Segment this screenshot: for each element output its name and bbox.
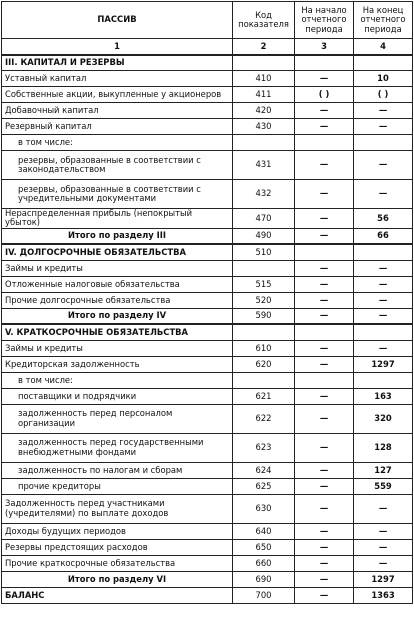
row-label: Прочие краткосрочные обязательства bbox=[2, 555, 233, 571]
table-row bbox=[2, 340, 413, 356]
row-end-value: — bbox=[354, 308, 413, 324]
table-row bbox=[2, 228, 413, 244]
row-code: 622 bbox=[233, 404, 295, 433]
row-code bbox=[233, 135, 295, 151]
table-row bbox=[2, 308, 413, 324]
row-label: Уставный капитал bbox=[2, 71, 233, 87]
row-end-value: — bbox=[354, 151, 413, 180]
row-start-value: — bbox=[295, 555, 354, 571]
row-code: 621 bbox=[233, 388, 295, 404]
table-row bbox=[2, 151, 413, 180]
row-label: прочие кредиторы bbox=[2, 478, 233, 494]
row-code: 620 bbox=[233, 356, 295, 372]
table-row bbox=[2, 433, 413, 462]
header-passive: ПАССИВ bbox=[2, 2, 233, 39]
row-code: 520 bbox=[233, 292, 295, 308]
table-row bbox=[2, 209, 413, 229]
row-start-value: — bbox=[295, 209, 354, 229]
row-end-value: 559 bbox=[354, 478, 413, 494]
column-number: 3 bbox=[295, 39, 354, 55]
row-start-value: — bbox=[295, 340, 354, 356]
row-code: 430 bbox=[233, 119, 295, 135]
row-end-value: — bbox=[354, 340, 413, 356]
row-start-value: — bbox=[295, 103, 354, 119]
row-start-value: — bbox=[295, 308, 354, 324]
row-label: Займы и кредиты bbox=[2, 260, 233, 276]
section-title: III. КАПИТАЛ И РЕЗЕРВЫ bbox=[2, 55, 233, 71]
row-start-value bbox=[295, 135, 354, 151]
column-number: 1 bbox=[2, 39, 233, 55]
row-start-value: — bbox=[295, 462, 354, 478]
row-start-value: — bbox=[295, 478, 354, 494]
row-start-value: — bbox=[295, 523, 354, 539]
row-label: Задолженность перед участниками (учредителями) по выплате доходов bbox=[2, 494, 233, 523]
row-start-value: — bbox=[295, 539, 354, 555]
row-start-value: — bbox=[295, 119, 354, 135]
row-start-value: — bbox=[295, 180, 354, 209]
row-start-value: — bbox=[295, 404, 354, 433]
table-row bbox=[2, 571, 413, 587]
row-start-value: ( ) bbox=[295, 87, 354, 103]
balance-sheet-liabilities-table bbox=[1, 1, 413, 604]
row-end-value: — bbox=[354, 103, 413, 119]
row-code: 411 bbox=[233, 87, 295, 103]
table-row bbox=[2, 135, 413, 151]
row-end-value bbox=[354, 135, 413, 151]
row-end-value: — bbox=[354, 119, 413, 135]
row-code bbox=[233, 260, 295, 276]
table-row bbox=[2, 388, 413, 404]
table-row bbox=[2, 523, 413, 539]
header-code: Код показателя bbox=[233, 2, 295, 39]
row-label: Резервы предстоящих расходов bbox=[2, 539, 233, 555]
section-total-label: Итого по разделу VI bbox=[2, 571, 233, 587]
row-start-value: — bbox=[295, 292, 354, 308]
row-label: задолженность по налогам и сборам bbox=[2, 462, 233, 478]
table-row bbox=[2, 119, 413, 135]
row-code: 690 bbox=[233, 571, 295, 587]
row-code bbox=[233, 372, 295, 388]
row-label: Отложенные налоговые обязательства bbox=[2, 276, 233, 292]
row-end-value: 128 bbox=[354, 433, 413, 462]
row-label: Кредиторская задолженность bbox=[2, 356, 233, 372]
row-code: 660 bbox=[233, 555, 295, 571]
table-row bbox=[2, 372, 413, 388]
row-start-value: — bbox=[295, 587, 354, 603]
row-label: резервы, образованные в соответствии с законодательством bbox=[2, 151, 233, 180]
row-label: задолженность перед персоналом организации bbox=[2, 404, 233, 433]
row-end-value: — bbox=[354, 555, 413, 571]
row-end-value: 163 bbox=[354, 388, 413, 404]
table-row bbox=[2, 404, 413, 433]
row-label: Собственные акции, выкупленные у акционеров bbox=[2, 87, 233, 103]
table-row bbox=[2, 87, 413, 103]
row-start-value: — bbox=[295, 151, 354, 180]
row-label: в том числе: bbox=[2, 372, 233, 388]
row-code: 515 bbox=[233, 276, 295, 292]
column-number: 4 bbox=[354, 39, 413, 55]
row-start-value: — bbox=[295, 571, 354, 587]
table-row bbox=[2, 260, 413, 276]
row-label: резервы, образованные в соответствии с учредительными документами bbox=[2, 180, 233, 209]
row-start-value bbox=[295, 324, 354, 340]
row-end-value: ( ) bbox=[354, 87, 413, 103]
row-code: 625 bbox=[233, 478, 295, 494]
row-end-value: — bbox=[354, 180, 413, 209]
section-title: V. КРАТКОСРОЧНЫЕ ОБЯЗАТЕЛЬСТВА bbox=[2, 324, 233, 340]
table-row bbox=[2, 555, 413, 571]
section-total-label: Итого по разделу IV bbox=[2, 308, 233, 324]
row-end-value: — bbox=[354, 523, 413, 539]
row-label: Резервный капитал bbox=[2, 119, 233, 135]
balance-total-label: БАЛАНС bbox=[2, 587, 233, 603]
row-start-value: — bbox=[295, 494, 354, 523]
row-end-value bbox=[354, 372, 413, 388]
row-code: 700 bbox=[233, 587, 295, 603]
column-number: 2 bbox=[233, 39, 295, 55]
row-start-value: — bbox=[295, 260, 354, 276]
row-code: 410 bbox=[233, 71, 295, 87]
table-row bbox=[2, 462, 413, 478]
row-start-value: — bbox=[295, 228, 354, 244]
table-row bbox=[2, 276, 413, 292]
table-header-row bbox=[2, 2, 413, 39]
section-title: IV. ДОЛГОСРОЧНЫЕ ОБЯЗАТЕЛЬСТВА bbox=[2, 244, 233, 260]
row-code: 610 bbox=[233, 340, 295, 356]
table-row bbox=[2, 478, 413, 494]
row-code: 510 bbox=[233, 244, 295, 260]
row-code bbox=[233, 324, 295, 340]
row-code: 630 bbox=[233, 494, 295, 523]
row-end-value: 127 bbox=[354, 462, 413, 478]
row-end-value: 56 bbox=[354, 209, 413, 229]
row-end-value bbox=[354, 324, 413, 340]
row-start-value bbox=[295, 244, 354, 260]
row-start-value: — bbox=[295, 356, 354, 372]
row-code: 590 bbox=[233, 308, 295, 324]
row-label: в том числе: bbox=[2, 135, 233, 151]
row-end-value: 320 bbox=[354, 404, 413, 433]
row-end-value: — bbox=[354, 260, 413, 276]
row-code: 420 bbox=[233, 103, 295, 119]
column-number-row bbox=[2, 39, 413, 55]
row-label: Добавочный капитал bbox=[2, 103, 233, 119]
row-code: 624 bbox=[233, 462, 295, 478]
table-row bbox=[2, 244, 413, 260]
table-row bbox=[2, 587, 413, 603]
row-end-value: — bbox=[354, 292, 413, 308]
row-code: 431 bbox=[233, 151, 295, 180]
row-code: 490 bbox=[233, 228, 295, 244]
row-start-value bbox=[295, 55, 354, 71]
row-label: Доходы будущих периодов bbox=[2, 523, 233, 539]
table-row bbox=[2, 356, 413, 372]
section-total-label: Итого по разделу III bbox=[2, 228, 233, 244]
row-end-value: — bbox=[354, 539, 413, 555]
row-label: Нераспределенная прибыль (непокрытый убыток) bbox=[2, 209, 233, 229]
table-row bbox=[2, 180, 413, 209]
table-row bbox=[2, 324, 413, 340]
row-start-value: — bbox=[295, 433, 354, 462]
row-label: задолженность перед государственными внебюджетными фондами bbox=[2, 433, 233, 462]
row-end-value: 1297 bbox=[354, 356, 413, 372]
table-row bbox=[2, 103, 413, 119]
header-end-period: На конец отчетного периода bbox=[354, 2, 413, 39]
row-end-value: 1297 bbox=[354, 571, 413, 587]
row-label: поставщики и подрядчики bbox=[2, 388, 233, 404]
row-code: 470 bbox=[233, 209, 295, 229]
row-code: 432 bbox=[233, 180, 295, 209]
row-code: 623 bbox=[233, 433, 295, 462]
row-end-value bbox=[354, 55, 413, 71]
row-start-value: — bbox=[295, 276, 354, 292]
row-start-value: — bbox=[295, 71, 354, 87]
table-row bbox=[2, 292, 413, 308]
row-end-value: — bbox=[354, 276, 413, 292]
row-end-value: — bbox=[354, 494, 413, 523]
table-row bbox=[2, 71, 413, 87]
row-code: 640 bbox=[233, 523, 295, 539]
row-label: Займы и кредиты bbox=[2, 340, 233, 356]
table-row bbox=[2, 539, 413, 555]
row-label: Прочие долгосрочные обязательства bbox=[2, 292, 233, 308]
table-row bbox=[2, 494, 413, 523]
row-end-value bbox=[354, 244, 413, 260]
row-code: 650 bbox=[233, 539, 295, 555]
row-end-value: 66 bbox=[354, 228, 413, 244]
row-start-value bbox=[295, 372, 354, 388]
row-start-value: — bbox=[295, 388, 354, 404]
row-end-value: 10 bbox=[354, 71, 413, 87]
row-code bbox=[233, 55, 295, 71]
header-start-period: На начало отчетного периода bbox=[295, 2, 354, 39]
row-end-value: 1363 bbox=[354, 587, 413, 603]
table-row bbox=[2, 55, 413, 71]
